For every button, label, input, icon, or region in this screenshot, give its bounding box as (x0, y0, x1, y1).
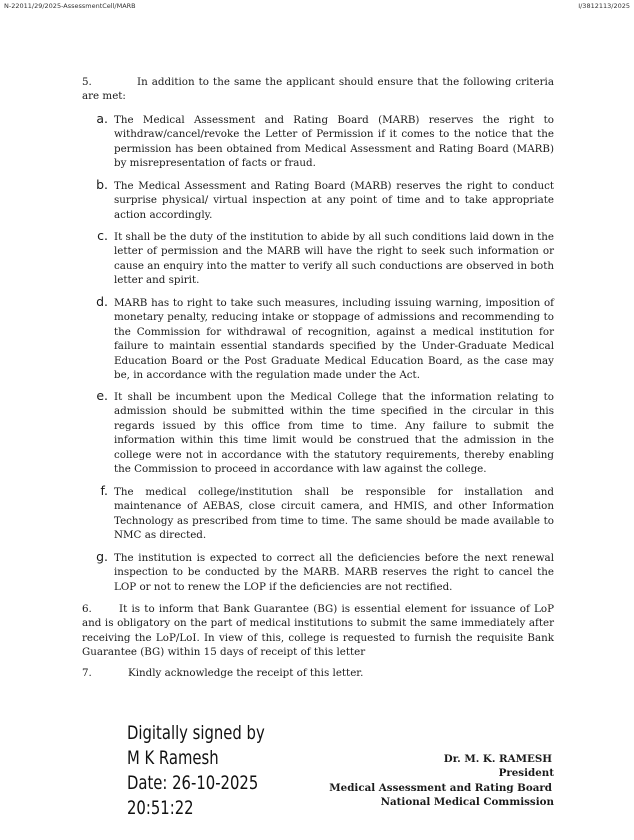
list-item-e (96, 388, 554, 476)
list-marker: e. (96, 388, 108, 403)
signatory-parent-organization: National Medical Commission (380, 796, 554, 809)
signature-time: 20:51:22 (127, 797, 194, 819)
paragraph-7 (82, 666, 554, 680)
signatory-designation: President (498, 767, 554, 780)
list-item-text: The Medical Assessment and Rating Board (MARB) reserves the right to withdraw/cancel/revoke the Letter of Permission if it comes to the notice that the permission has been obtained from Medical Assessment and Rating Board (MARB) by misrepresentation of facts or fraud. (114, 114, 554, 170)
list-item-g (96, 549, 554, 594)
signature-line: Digitally signed by (127, 722, 265, 744)
paragraph-number: 6. (82, 603, 92, 615)
paragraph-6 (82, 602, 554, 660)
paragraph-text: Kindly acknowledge the receipt of this letter. (128, 667, 364, 679)
list-marker: c. (97, 228, 108, 243)
signatory-organization: Medical Assessment and Rating Board (329, 781, 552, 794)
list-item-text: The Medical Assessment and Rating Board (MARB) reserves the right to conduct surprise physical/ virtual inspection at any point of time and to take appropriate action accordingly. (114, 180, 554, 221)
list-item-b (96, 177, 554, 222)
list-item-c (97, 228, 554, 288)
list-marker: f. (100, 483, 108, 498)
list-item-a (96, 111, 554, 171)
paragraph-text: In addition to the same the applicant should ensure that the following criteria are met: (82, 76, 554, 103)
list-item-text: It shall be incumbent upon the Medical College that the information relating to admission should be submitted within the time specified in the circular in this regards issued by this office from time to time. Any failure to submit the information within this time limit would be construed that the admission in the college were not in accordance with the statutory requirements, thereby enabling the Commission to proceed in accordance with law against the college. (114, 391, 554, 476)
list-item-text: It shall be the duty of the institution to abide by all such conditions laid down in the letter of permission and the MARB will have the right to seek such information or cause an enquiry into the matter to verify all such conductions are observed in both letter and spirit. (114, 231, 554, 287)
paragraph-number: 5. (82, 76, 92, 88)
document-id: I/3812113/2025 (578, 2, 630, 10)
signatory-block (329, 752, 554, 810)
list-item-f (100, 483, 554, 543)
paragraph-5 (82, 75, 554, 104)
list-item-text: The medical college/institution shall be responsible for installation and maintenance of AEBAS, close circuit camera, and HMIS, and other Information Technology as prescribed from time to time. The same should be made available to NMC as directed. (114, 486, 554, 542)
list-item-text: MARB has to right to take such measures, including issuing warning, imposition of monetary penalty, reducing intake or stoppage of admissions and recommending to the Commission for withdrawal of recognition, against a medical institution for failure to maintain essential standards specified by the Under-Graduate Medical Education Board or the Post Graduate Medical Education Board, as the case may be, in accordance with the regulation made under the Act. (114, 297, 554, 382)
list-marker: d. (96, 294, 108, 309)
list-item-text: The institution is expected to correct all the deficiencies before the next renewal inspection to be conducted by the MARB. MARB reserves the right to cancel the LOP or not to renew the LOP if the deficiencies are not rectified. (114, 552, 554, 593)
list-marker: g. (96, 549, 108, 564)
list-item-d (96, 294, 554, 382)
paragraph-number: 7. (82, 667, 92, 679)
signature-signer: M K Ramesh (127, 747, 219, 769)
paragraph-text: It is to inform that Bank Guarantee (BG) is essential element for issuance of LoP and is obligatory on the part of medical institutions to submit the same immediately after receiving the LoP/LoI. In view of this, college is requested to furnish the requisite Bank Guarantee (BG) within 15 days of receipt of this letter (82, 603, 554, 659)
signatory-name: Dr. M. K. RAMESH (443, 753, 552, 765)
list-marker: a. (96, 111, 108, 126)
signature-date: Date: 26-10-2025 (127, 772, 259, 794)
document-reference-number: N-22011/29/2025-AssessmentCell/MARB (4, 2, 136, 10)
digital-signature-stamp (127, 721, 265, 821)
list-marker: b. (96, 177, 108, 192)
